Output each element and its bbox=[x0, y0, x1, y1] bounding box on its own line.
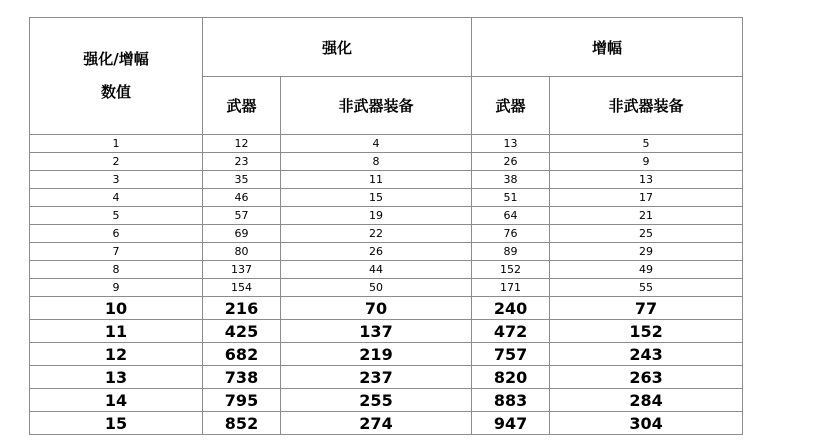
table-row bbox=[30, 135, 743, 153]
cell-enhance-nonweapon: 44 bbox=[281, 261, 472, 279]
cell-level: 5 bbox=[30, 207, 203, 225]
table-row bbox=[30, 412, 743, 435]
table-row bbox=[30, 320, 743, 343]
header-group-enhance: 强化 bbox=[203, 18, 472, 77]
cell-level: 2 bbox=[30, 153, 203, 171]
cell-amplify-nonweapon: 55 bbox=[550, 279, 743, 297]
cell-amplify-weapon: 38 bbox=[472, 171, 550, 189]
cell-amplify-weapon: 171 bbox=[472, 279, 550, 297]
cell-amplify-nonweapon: 49 bbox=[550, 261, 743, 279]
cell-level: 7 bbox=[30, 243, 203, 261]
cell-level: 13 bbox=[30, 366, 203, 389]
cell-amplify-nonweapon: 25 bbox=[550, 225, 743, 243]
cell-amplify-nonweapon: 5 bbox=[550, 135, 743, 153]
cell-enhance-weapon: 12 bbox=[203, 135, 281, 153]
cell-enhance-weapon: 425 bbox=[203, 320, 281, 343]
cell-amplify-weapon: 51 bbox=[472, 189, 550, 207]
cell-enhance-weapon: 682 bbox=[203, 343, 281, 366]
header-corner-line1: 强化/增幅 bbox=[83, 50, 149, 68]
cell-enhance-nonweapon: 4 bbox=[281, 135, 472, 153]
header-row-groups bbox=[30, 18, 743, 77]
cell-amplify-weapon: 820 bbox=[472, 366, 550, 389]
cell-amplify-nonweapon: 21 bbox=[550, 207, 743, 225]
cell-enhance-weapon: 69 bbox=[203, 225, 281, 243]
cell-enhance-nonweapon: 50 bbox=[281, 279, 472, 297]
cell-enhance-weapon: 216 bbox=[203, 297, 281, 320]
table-row bbox=[30, 153, 743, 171]
cell-enhance-nonweapon: 26 bbox=[281, 243, 472, 261]
table-row bbox=[30, 261, 743, 279]
cell-level: 14 bbox=[30, 389, 203, 412]
cell-enhance-weapon: 80 bbox=[203, 243, 281, 261]
cell-level: 4 bbox=[30, 189, 203, 207]
table-row bbox=[30, 171, 743, 189]
cell-enhance-weapon: 738 bbox=[203, 366, 281, 389]
table-row bbox=[30, 343, 743, 366]
header-enhance-weapon: 武器 bbox=[203, 77, 281, 135]
cell-enhance-nonweapon: 70 bbox=[281, 297, 472, 320]
cell-amplify-weapon: 883 bbox=[472, 389, 550, 412]
cell-enhance-nonweapon: 237 bbox=[281, 366, 472, 389]
cell-enhance-weapon: 852 bbox=[203, 412, 281, 435]
cell-enhance-weapon: 137 bbox=[203, 261, 281, 279]
header-amplify-weapon: 武器 bbox=[472, 77, 550, 135]
table-row bbox=[30, 243, 743, 261]
cell-amplify-weapon: 13 bbox=[472, 135, 550, 153]
cell-amplify-weapon: 757 bbox=[472, 343, 550, 366]
header-enhance-nonweapon: 非武器装备 bbox=[281, 77, 472, 135]
cell-amplify-weapon: 89 bbox=[472, 243, 550, 261]
cell-level: 1 bbox=[30, 135, 203, 153]
cell-enhance-weapon: 154 bbox=[203, 279, 281, 297]
table-row bbox=[30, 279, 743, 297]
cell-amplify-nonweapon: 304 bbox=[550, 412, 743, 435]
cell-amplify-weapon: 64 bbox=[472, 207, 550, 225]
cell-amplify-nonweapon: 77 bbox=[550, 297, 743, 320]
table-row bbox=[30, 366, 743, 389]
cell-amplify-weapon: 76 bbox=[472, 225, 550, 243]
table-row bbox=[30, 297, 743, 320]
cell-enhance-weapon: 46 bbox=[203, 189, 281, 207]
cell-enhance-nonweapon: 274 bbox=[281, 412, 472, 435]
cell-enhance-nonweapon: 19 bbox=[281, 207, 472, 225]
table-row bbox=[30, 189, 743, 207]
cell-enhance-weapon: 23 bbox=[203, 153, 281, 171]
enhancement-amplification-table bbox=[29, 17, 743, 435]
header-amplify-nonweapon: 非武器装备 bbox=[550, 77, 743, 135]
cell-amplify-nonweapon: 263 bbox=[550, 366, 743, 389]
cell-level: 6 bbox=[30, 225, 203, 243]
cell-amplify-weapon: 26 bbox=[472, 153, 550, 171]
header-corner-cell bbox=[30, 18, 203, 135]
cell-level: 10 bbox=[30, 297, 203, 320]
cell-level: 15 bbox=[30, 412, 203, 435]
cell-level: 3 bbox=[30, 171, 203, 189]
cell-amplify-nonweapon: 29 bbox=[550, 243, 743, 261]
cell-amplify-weapon: 947 bbox=[472, 412, 550, 435]
cell-amplify-weapon: 152 bbox=[472, 261, 550, 279]
cell-level: 9 bbox=[30, 279, 203, 297]
table-row bbox=[30, 207, 743, 225]
cell-amplify-nonweapon: 284 bbox=[550, 389, 743, 412]
cell-enhance-weapon: 35 bbox=[203, 171, 281, 189]
cell-enhance-nonweapon: 11 bbox=[281, 171, 472, 189]
cell-amplify-nonweapon: 9 bbox=[550, 153, 743, 171]
cell-level: 11 bbox=[30, 320, 203, 343]
cell-enhance-weapon: 795 bbox=[203, 389, 281, 412]
cell-amplify-nonweapon: 17 bbox=[550, 189, 743, 207]
cell-enhance-nonweapon: 15 bbox=[281, 189, 472, 207]
table-row bbox=[30, 225, 743, 243]
cell-enhance-nonweapon: 8 bbox=[281, 153, 472, 171]
cell-enhance-nonweapon: 22 bbox=[281, 225, 472, 243]
cell-amplify-nonweapon: 243 bbox=[550, 343, 743, 366]
header-corner-line2: 数值 bbox=[100, 83, 131, 101]
cell-enhance-nonweapon: 219 bbox=[281, 343, 472, 366]
cell-enhance-nonweapon: 137 bbox=[281, 320, 472, 343]
cell-enhance-nonweapon: 255 bbox=[281, 389, 472, 412]
cell-amplify-weapon: 240 bbox=[472, 297, 550, 320]
table-row bbox=[30, 389, 743, 412]
cell-amplify-nonweapon: 13 bbox=[550, 171, 743, 189]
cell-amplify-weapon: 472 bbox=[472, 320, 550, 343]
cell-level: 8 bbox=[30, 261, 203, 279]
cell-amplify-nonweapon: 152 bbox=[550, 320, 743, 343]
cell-level: 12 bbox=[30, 343, 203, 366]
header-group-amplify: 增幅 bbox=[472, 18, 743, 77]
cell-enhance-weapon: 57 bbox=[203, 207, 281, 225]
